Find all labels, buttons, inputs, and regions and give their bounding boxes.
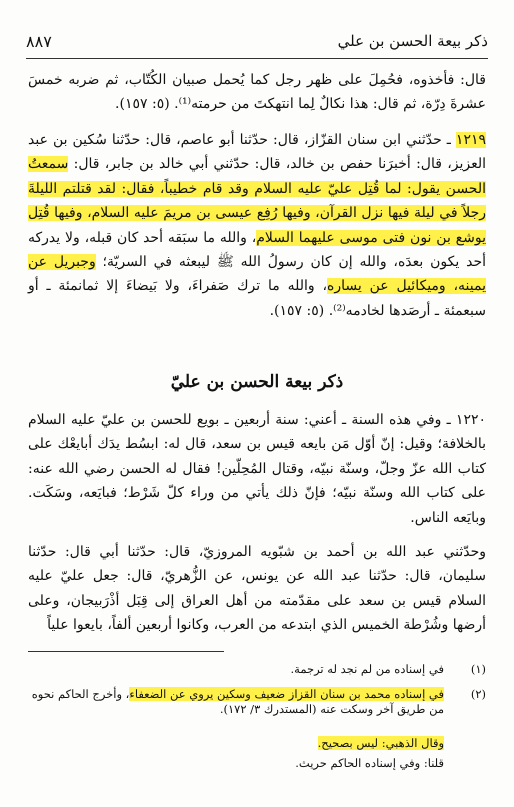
paragraph-zuhri-text: وحدّثني عبد الله بن أحمد بن شبّويه المروزيّ، قال: حدّثنا أبي قال: حدّثنا سليمان، قال: حدّثنا عبد الله عن يونس، عن الزُّهريّ، قال: جعل عليّ عليه السلام قيس بن سعد على مقدّمته من أهل العراق إلى قِبَل أذْرَبيجان، وعلى أرضها وشُرْطة الخميس الذي ابتدعه من العرب، وكانوا أربعين ألفاً، بايعوا علياً [28, 544, 486, 634]
paragraph-1 [28, 68, 486, 117]
running-header [26, 30, 488, 56]
page-number: ٨٨٧ [26, 32, 52, 51]
header-rule [26, 58, 488, 59]
footnote-highlight: وقال الذهبي: ليس بصحيح. [317, 736, 444, 750]
paragraph-1220-text: ١٢٢٠ ـ وفي هذه السنة ـ أعني: سنة أربعين ـ بويع للحسن بن عليّ عليه السلام بالخلافة؛ وقيل: إنّ أوّل مَن بايعه قيس بن سعد، قال له: ابسُط يدَك أبايعْك على كتاب الله عزّ وجلّ، وسنّة نبيّه، وقتال المُحِلّين! فقال له الحسن رضي الله عنه: على كتاب الله وسنّة نبيّه؛ فإنّ ذلك يأتي من وراء كلّ شَرْط؛ فبايَعه، وسَكَت. وبايَعه الناس. [28, 412, 486, 526]
highlighted-angels: وجبريل عن يمينه، وميكائيل عن يساره [28, 254, 486, 295]
footnote-2-note [28, 756, 486, 771]
paragraph-1220 [28, 408, 486, 530]
paragraph-zuhri [28, 540, 486, 638]
footnote-2 [28, 687, 486, 717]
hadith-number-1219: ١٢١٩ [455, 132, 486, 148]
footnote-1 [28, 662, 486, 677]
paragraph-1219-end: ، والله ما ترك صَفراءَ، ولا بَيضاءَ إلا ثمانمئة ـ أو سبعمئة ـ أرصَدها لخادمه⁽²⁾. (٥: ١٥٧). [28, 278, 486, 319]
section-heading: ذكر بيعة الحسن بن عليّ [170, 372, 344, 392]
footnote-text: قلنا: وفي إسناده الحاكم حريث. [295, 756, 444, 770]
highlighted-sermon: سمعتُ الحسن يقول: لما قُتِل عليّ عليه السلام وقد قام خطيباً، فقال: لقد قتلتم الليلةَ رجلاً في ليلة فيها نزل القرآن، وفيها رُفِع عيسى بن مريمَ عليه السلام، وفيها قُتِل يوشع بن نون فتى موسى عليهما السلام [28, 156, 486, 246]
footnote-marker: (١) [470, 662, 486, 676]
footnote-marker: (٢) [470, 687, 486, 701]
footnote-rest: ، وأخرج الحاكم نحوه من طريق آخر وسكت عنه (المستدرك ٣/ ١٧٢). [31, 687, 444, 716]
footnote-text: في إسناده من لم نجد له ترجمة. [290, 662, 444, 676]
paragraph-1-text: قال: فأخذوه، فحُمِلَ على ظهر رجل كما يُحمل صبيان الكُتّاب، ثم ضربه خمسَ عشرةَ دِرّة، ثم قال: هذا نكالٌ لِما انتهكتَ من حرمته⁽¹⁾. (٥: ١٥٧). [28, 72, 486, 113]
footnote-rule [28, 651, 224, 652]
footnote-text [28, 736, 444, 751]
isnad-text: ـ حدّثني ابن سنان القزّاز، قال: حدّثنا أبو عاصم، قال: حدّثنا سُكين بن عبد العزيز، قال: أخبرَنا حفص بن خالد، قال: حدّثني أبي خالد بن جابر، قال: [28, 132, 486, 173]
footnote-text [28, 687, 444, 717]
running-title: ذكر بيعة الحسن بن علي [337, 32, 488, 50]
paragraph-1219 [28, 128, 486, 323]
paragraph-1219-middle: ، والله ما سبَقه أحد كان قبله، ولا يدركه أحد يكون بعدَه، والله إن كان رسولُ الله ﷺ ليبعثه في السريّة؛ [28, 229, 486, 271]
footnote-highlight: في إسناده محمد بن سنان القزاز ضعيف وسكين يروي عن الضعفاء [129, 687, 444, 701]
footnote-2-dhahabi [28, 736, 486, 751]
